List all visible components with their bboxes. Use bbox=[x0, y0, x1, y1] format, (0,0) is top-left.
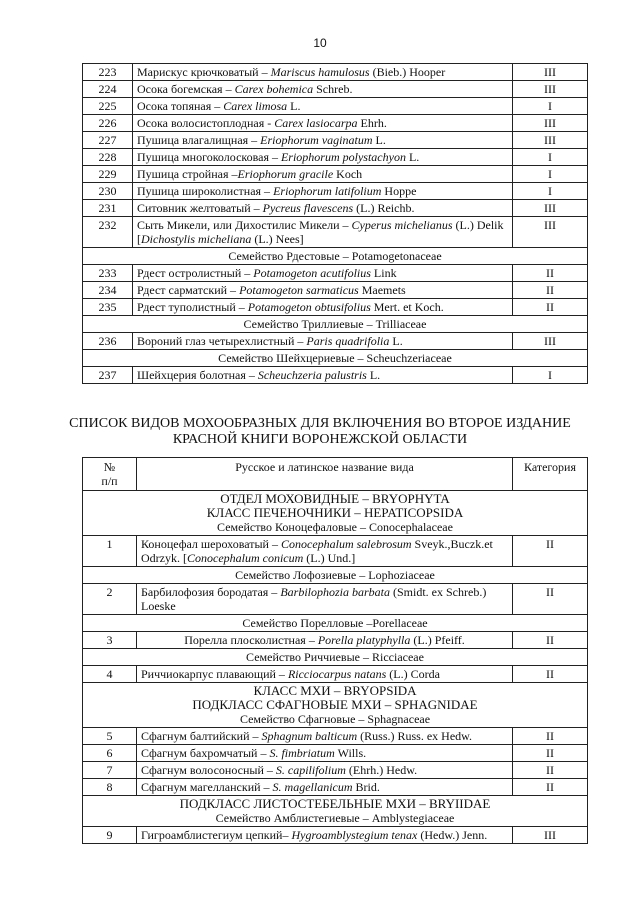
bryophyte-list-heading bbox=[40, 416, 600, 448]
latin-synonym: Dichostylis micheliana bbox=[141, 232, 252, 246]
category: I bbox=[513, 183, 588, 200]
category: II bbox=[513, 762, 588, 779]
russian-name: Порелла плосколистная – bbox=[184, 633, 318, 647]
species-table-bryophytes bbox=[82, 457, 588, 844]
row-number: 234 bbox=[83, 282, 133, 299]
section-title: ПОДКЛАСС ЛИСТОСТЕБЕЛЬНЫЕ МХИ – BRYIIDAE bbox=[179, 796, 491, 811]
species-name bbox=[137, 728, 513, 745]
family-title: Семейство Рдестовые – Potamogetonaceae bbox=[83, 248, 588, 265]
category: II bbox=[513, 282, 588, 299]
latin-name: Potamogeton obtusifolius bbox=[247, 300, 371, 314]
latin-name: Ricciocarpus natans bbox=[287, 667, 387, 681]
latin-name: Carex limosa bbox=[223, 99, 288, 113]
species-name bbox=[133, 149, 513, 166]
category: I bbox=[513, 149, 588, 166]
heading-line-1: СПИСОК ВИДОВ МОХООБРАЗНЫХ ДЛЯ ВКЛЮЧЕНИЯ ВО ВТОРОЕ ИЗДАНИЕ bbox=[69, 416, 571, 431]
table-row bbox=[83, 762, 588, 779]
latin-name: Potamogeton sarmaticus bbox=[239, 283, 359, 297]
author: Brid. bbox=[352, 780, 380, 794]
latin-name: Barbilophozia barbata bbox=[280, 585, 390, 599]
latin-name: Sphagnum balticum bbox=[261, 729, 358, 743]
row-number: 232 bbox=[83, 217, 133, 248]
table-row bbox=[83, 149, 588, 166]
species-name bbox=[133, 367, 513, 384]
row-number: 2 bbox=[83, 584, 137, 615]
russian-name: Осока богемская – bbox=[137, 82, 235, 96]
author: (L.) Reichb. bbox=[353, 201, 415, 215]
section-title: КЛАСС МХИ – BRYOPSIDA bbox=[253, 683, 417, 698]
author: Koch bbox=[333, 167, 363, 181]
russian-name: Пушица стройная – bbox=[137, 167, 238, 181]
russian-name: Осока топяная – bbox=[137, 99, 224, 113]
category: II bbox=[513, 666, 588, 683]
russian-name: Риччиокарпус плавающий – bbox=[141, 667, 288, 681]
russian-name: Пушица многоколосковая – bbox=[137, 150, 281, 164]
table-row bbox=[83, 779, 588, 796]
category: II bbox=[513, 265, 588, 282]
table-row bbox=[83, 666, 588, 683]
table-row bbox=[83, 115, 588, 132]
author: L. bbox=[405, 150, 420, 164]
row-number: 235 bbox=[83, 299, 133, 316]
species-name bbox=[137, 536, 513, 567]
latin-name: Conocephalum salebrosum bbox=[280, 537, 412, 551]
russian-name: Сфагнум балтийский – bbox=[141, 729, 262, 743]
species-table-vascular bbox=[82, 63, 588, 384]
category: II bbox=[513, 536, 588, 567]
section-title: ПОДКЛАСС СФАГНОВЫЕ МХИ – SPHAGNIDAE bbox=[192, 697, 478, 712]
species-name bbox=[133, 333, 513, 350]
species-name bbox=[137, 779, 513, 796]
author: L. bbox=[366, 368, 381, 382]
latin-name: Hygroamblystegium tenax bbox=[291, 828, 418, 842]
russian-name: Сфагнум волосоносный – bbox=[141, 763, 276, 777]
row-number: 224 bbox=[83, 81, 133, 98]
author: Schreb. bbox=[313, 82, 353, 96]
russian-name: Барбилофозия бородатая – bbox=[141, 585, 281, 599]
latin-name: S. magellanicum bbox=[272, 780, 353, 794]
row-number: 227 bbox=[83, 132, 133, 149]
author: (Hedw.) Jenn. bbox=[417, 828, 488, 842]
latin-name: Paris quadrifolia bbox=[306, 334, 390, 348]
family-title: Семейство Амблистегиевые – Amblystegiaceae bbox=[215, 811, 455, 825]
latin-synonym: Conocephalum conicum bbox=[186, 551, 304, 565]
latin-name: Eriophorum latifolium bbox=[273, 184, 382, 198]
category: III bbox=[513, 64, 588, 81]
header-number-line2: п/п bbox=[101, 474, 118, 488]
latin-name: Carex lasiocarpa bbox=[274, 116, 358, 130]
category: III bbox=[513, 217, 588, 248]
latin-name: Cyperus michelianus bbox=[351, 218, 453, 232]
family-title: Семейство Триллиевые – Trilliaceae bbox=[83, 316, 588, 333]
row-number: 3 bbox=[83, 632, 137, 649]
species-name bbox=[133, 183, 513, 200]
species-name bbox=[133, 64, 513, 81]
russian-name: Рдест остролистный – bbox=[137, 266, 254, 280]
row-number: 230 bbox=[83, 183, 133, 200]
russian-name: Ситовник желтоватый – bbox=[137, 201, 263, 215]
category: II bbox=[513, 632, 588, 649]
section-cell bbox=[83, 683, 588, 728]
category: III bbox=[513, 827, 588, 844]
species-name bbox=[137, 584, 513, 615]
author: Hoppe bbox=[381, 184, 417, 198]
species-name bbox=[137, 762, 513, 779]
latin-name: Eriophorum vaginatum bbox=[260, 133, 373, 147]
row-number: 8 bbox=[83, 779, 137, 796]
species-name bbox=[133, 200, 513, 217]
row-number: 4 bbox=[83, 666, 137, 683]
category: II bbox=[513, 299, 588, 316]
species-name bbox=[133, 282, 513, 299]
row-number: 7 bbox=[83, 762, 137, 779]
species-name bbox=[133, 98, 513, 115]
family-title: Семейство Коноцефаловые – Conocephalaceae bbox=[217, 520, 453, 534]
row-number: 1 bbox=[83, 536, 137, 567]
latin-name: Potamogeton acutifolius bbox=[253, 266, 371, 280]
latin-name: S. fimbriatum bbox=[269, 746, 335, 760]
category: II bbox=[513, 584, 588, 615]
row-number: 236 bbox=[83, 333, 133, 350]
table-row bbox=[83, 536, 588, 567]
table-row bbox=[83, 632, 588, 649]
table-row bbox=[83, 333, 588, 350]
table-row bbox=[83, 282, 588, 299]
category: I bbox=[513, 166, 588, 183]
family-title: Семейство Порелловые –Porellaceae bbox=[83, 615, 588, 632]
table-row bbox=[83, 183, 588, 200]
family-row bbox=[83, 567, 588, 584]
author: Mert. et Koch. bbox=[370, 300, 444, 314]
heading-line-2: КРАСНОЙ КНИГИ ВОРОНЕЖСКОЙ ОБЛАСТИ bbox=[172, 432, 468, 447]
russian-name: Сфагнум бахромчатый – bbox=[141, 746, 270, 760]
section-cell bbox=[83, 796, 588, 827]
table-row bbox=[83, 584, 588, 615]
russian-name: Марискус крючковатый – bbox=[137, 65, 271, 79]
row-number: 229 bbox=[83, 166, 133, 183]
russian-name: Пушица широколистная – bbox=[137, 184, 274, 198]
author: (Russ.) Russ. ex Hedw. bbox=[357, 729, 473, 743]
category: II bbox=[513, 745, 588, 762]
table-row bbox=[83, 265, 588, 282]
latin-name: Mariscus hamulosus bbox=[270, 65, 370, 79]
synonym-author: (L.) Nees] bbox=[251, 232, 304, 246]
header-number-line1: № bbox=[103, 460, 116, 474]
family-title: Семейство Риччиевые – Ricciaceae bbox=[83, 649, 588, 666]
family-row bbox=[83, 248, 588, 265]
author: L. bbox=[372, 133, 386, 147]
category: I bbox=[513, 367, 588, 384]
family-title: Семейство Шейхцериевые – Scheuchzeriaceae bbox=[83, 350, 588, 367]
table-row bbox=[83, 728, 588, 745]
russian-name: Осока волосистоплодная - bbox=[137, 116, 275, 130]
section-row bbox=[83, 796, 588, 827]
author: Maemets bbox=[358, 283, 406, 297]
table-row bbox=[83, 200, 588, 217]
header-species-name: Русское и латинское название вида bbox=[137, 458, 513, 491]
species-name bbox=[133, 299, 513, 316]
family-row bbox=[83, 316, 588, 333]
species-name bbox=[133, 81, 513, 98]
category: II bbox=[513, 728, 588, 745]
latin-name: Carex bohemica bbox=[234, 82, 314, 96]
species-name bbox=[133, 132, 513, 149]
russian-name: Шейхцерия болотная – bbox=[137, 368, 258, 382]
category: III bbox=[513, 132, 588, 149]
category: I bbox=[513, 98, 588, 115]
author: (Ehrh.) Hedw. bbox=[345, 763, 418, 777]
russian-name: Вороний глаз четырехлистный – bbox=[137, 334, 307, 348]
russian-name: Коноцефал шероховатый – bbox=[141, 537, 281, 551]
row-number: 228 bbox=[83, 149, 133, 166]
species-name bbox=[133, 217, 513, 248]
table-row bbox=[83, 217, 588, 248]
author: (Smidt. ex Schreb.) Loeske bbox=[141, 585, 487, 613]
table-row bbox=[83, 166, 588, 183]
author: (L.) Delik [ bbox=[137, 218, 504, 246]
row-number: 225 bbox=[83, 98, 133, 115]
row-number: 5 bbox=[83, 728, 137, 745]
author: Link bbox=[370, 266, 397, 280]
family-row bbox=[83, 350, 588, 367]
latin-name: Porella platyphylla bbox=[317, 633, 411, 647]
russian-name: Рдест туполистный – bbox=[137, 300, 248, 314]
row-number: 226 bbox=[83, 115, 133, 132]
section-title: ОТДЕЛ МОХОВИДНЫЕ – BRYOPHYTA bbox=[220, 491, 450, 506]
family-row bbox=[83, 649, 588, 666]
category: II bbox=[513, 779, 588, 796]
species-name bbox=[133, 115, 513, 132]
species-name bbox=[137, 745, 513, 762]
author: (L.) Pfeiff. bbox=[410, 633, 465, 647]
family-title: Семейство Сфагновые – Sphagnaceae bbox=[239, 712, 431, 726]
section-cell bbox=[83, 491, 588, 536]
synonym-author: (L.) Und.] bbox=[303, 551, 356, 565]
latin-name: Pycreus flavescens bbox=[262, 201, 354, 215]
table-row bbox=[83, 367, 588, 384]
latin-name: Eriophorum polystachyon bbox=[280, 150, 406, 164]
section-row bbox=[83, 491, 588, 536]
author: L. bbox=[287, 99, 301, 113]
category: III bbox=[513, 81, 588, 98]
latin-name: Scheuchzeria palustris bbox=[257, 368, 367, 382]
table-row bbox=[83, 81, 588, 98]
author: Wills. bbox=[334, 746, 367, 760]
species-name bbox=[137, 632, 513, 649]
table-row bbox=[83, 827, 588, 844]
species-name bbox=[137, 827, 513, 844]
author: Ehrh. bbox=[357, 116, 387, 130]
family-title: Семейство Лофозиевые – Lophoziaceae bbox=[83, 567, 588, 584]
section-row bbox=[83, 683, 588, 728]
category: III bbox=[513, 333, 588, 350]
table-row bbox=[83, 98, 588, 115]
author: Sveyk.,Buczk.et Odrzyk. [ bbox=[141, 537, 493, 565]
table-row bbox=[83, 132, 588, 149]
page-number: 10 bbox=[313, 36, 327, 50]
species-name bbox=[133, 265, 513, 282]
family-row bbox=[83, 615, 588, 632]
table-header-row bbox=[83, 458, 588, 491]
row-number: 9 bbox=[83, 827, 137, 844]
table-row bbox=[83, 745, 588, 762]
category: III bbox=[513, 200, 588, 217]
row-number: 233 bbox=[83, 265, 133, 282]
table-row bbox=[83, 299, 588, 316]
header-category: Категория bbox=[513, 458, 588, 491]
russian-name: Рдест сарматский – bbox=[137, 283, 240, 297]
species-name bbox=[133, 166, 513, 183]
latin-name: S. capilifolium bbox=[275, 763, 346, 777]
category: III bbox=[513, 115, 588, 132]
row-number: 237 bbox=[83, 367, 133, 384]
row-number: 231 bbox=[83, 200, 133, 217]
russian-name: Сфагнум магелланский – bbox=[141, 780, 273, 794]
header-number bbox=[83, 458, 137, 491]
author: (L.) Corda bbox=[386, 667, 440, 681]
table-row bbox=[83, 64, 588, 81]
russian-name: Сыть Микели, или Дихостилис Микели – bbox=[137, 218, 352, 232]
section-title: КЛАСС ПЕЧЕНОЧНИКИ – HEPATICOPSIDA bbox=[206, 505, 464, 520]
row-number: 6 bbox=[83, 745, 137, 762]
author: L. bbox=[389, 334, 403, 348]
species-name bbox=[137, 666, 513, 683]
latin-name: Eriophorum gracile bbox=[237, 167, 334, 181]
russian-name: Гигроамблистегиум цепкий– bbox=[141, 828, 292, 842]
row-number: 223 bbox=[83, 64, 133, 81]
author: (Bieb.) Hooper bbox=[369, 65, 446, 79]
russian-name: Пушица влагалищная – bbox=[137, 133, 261, 147]
